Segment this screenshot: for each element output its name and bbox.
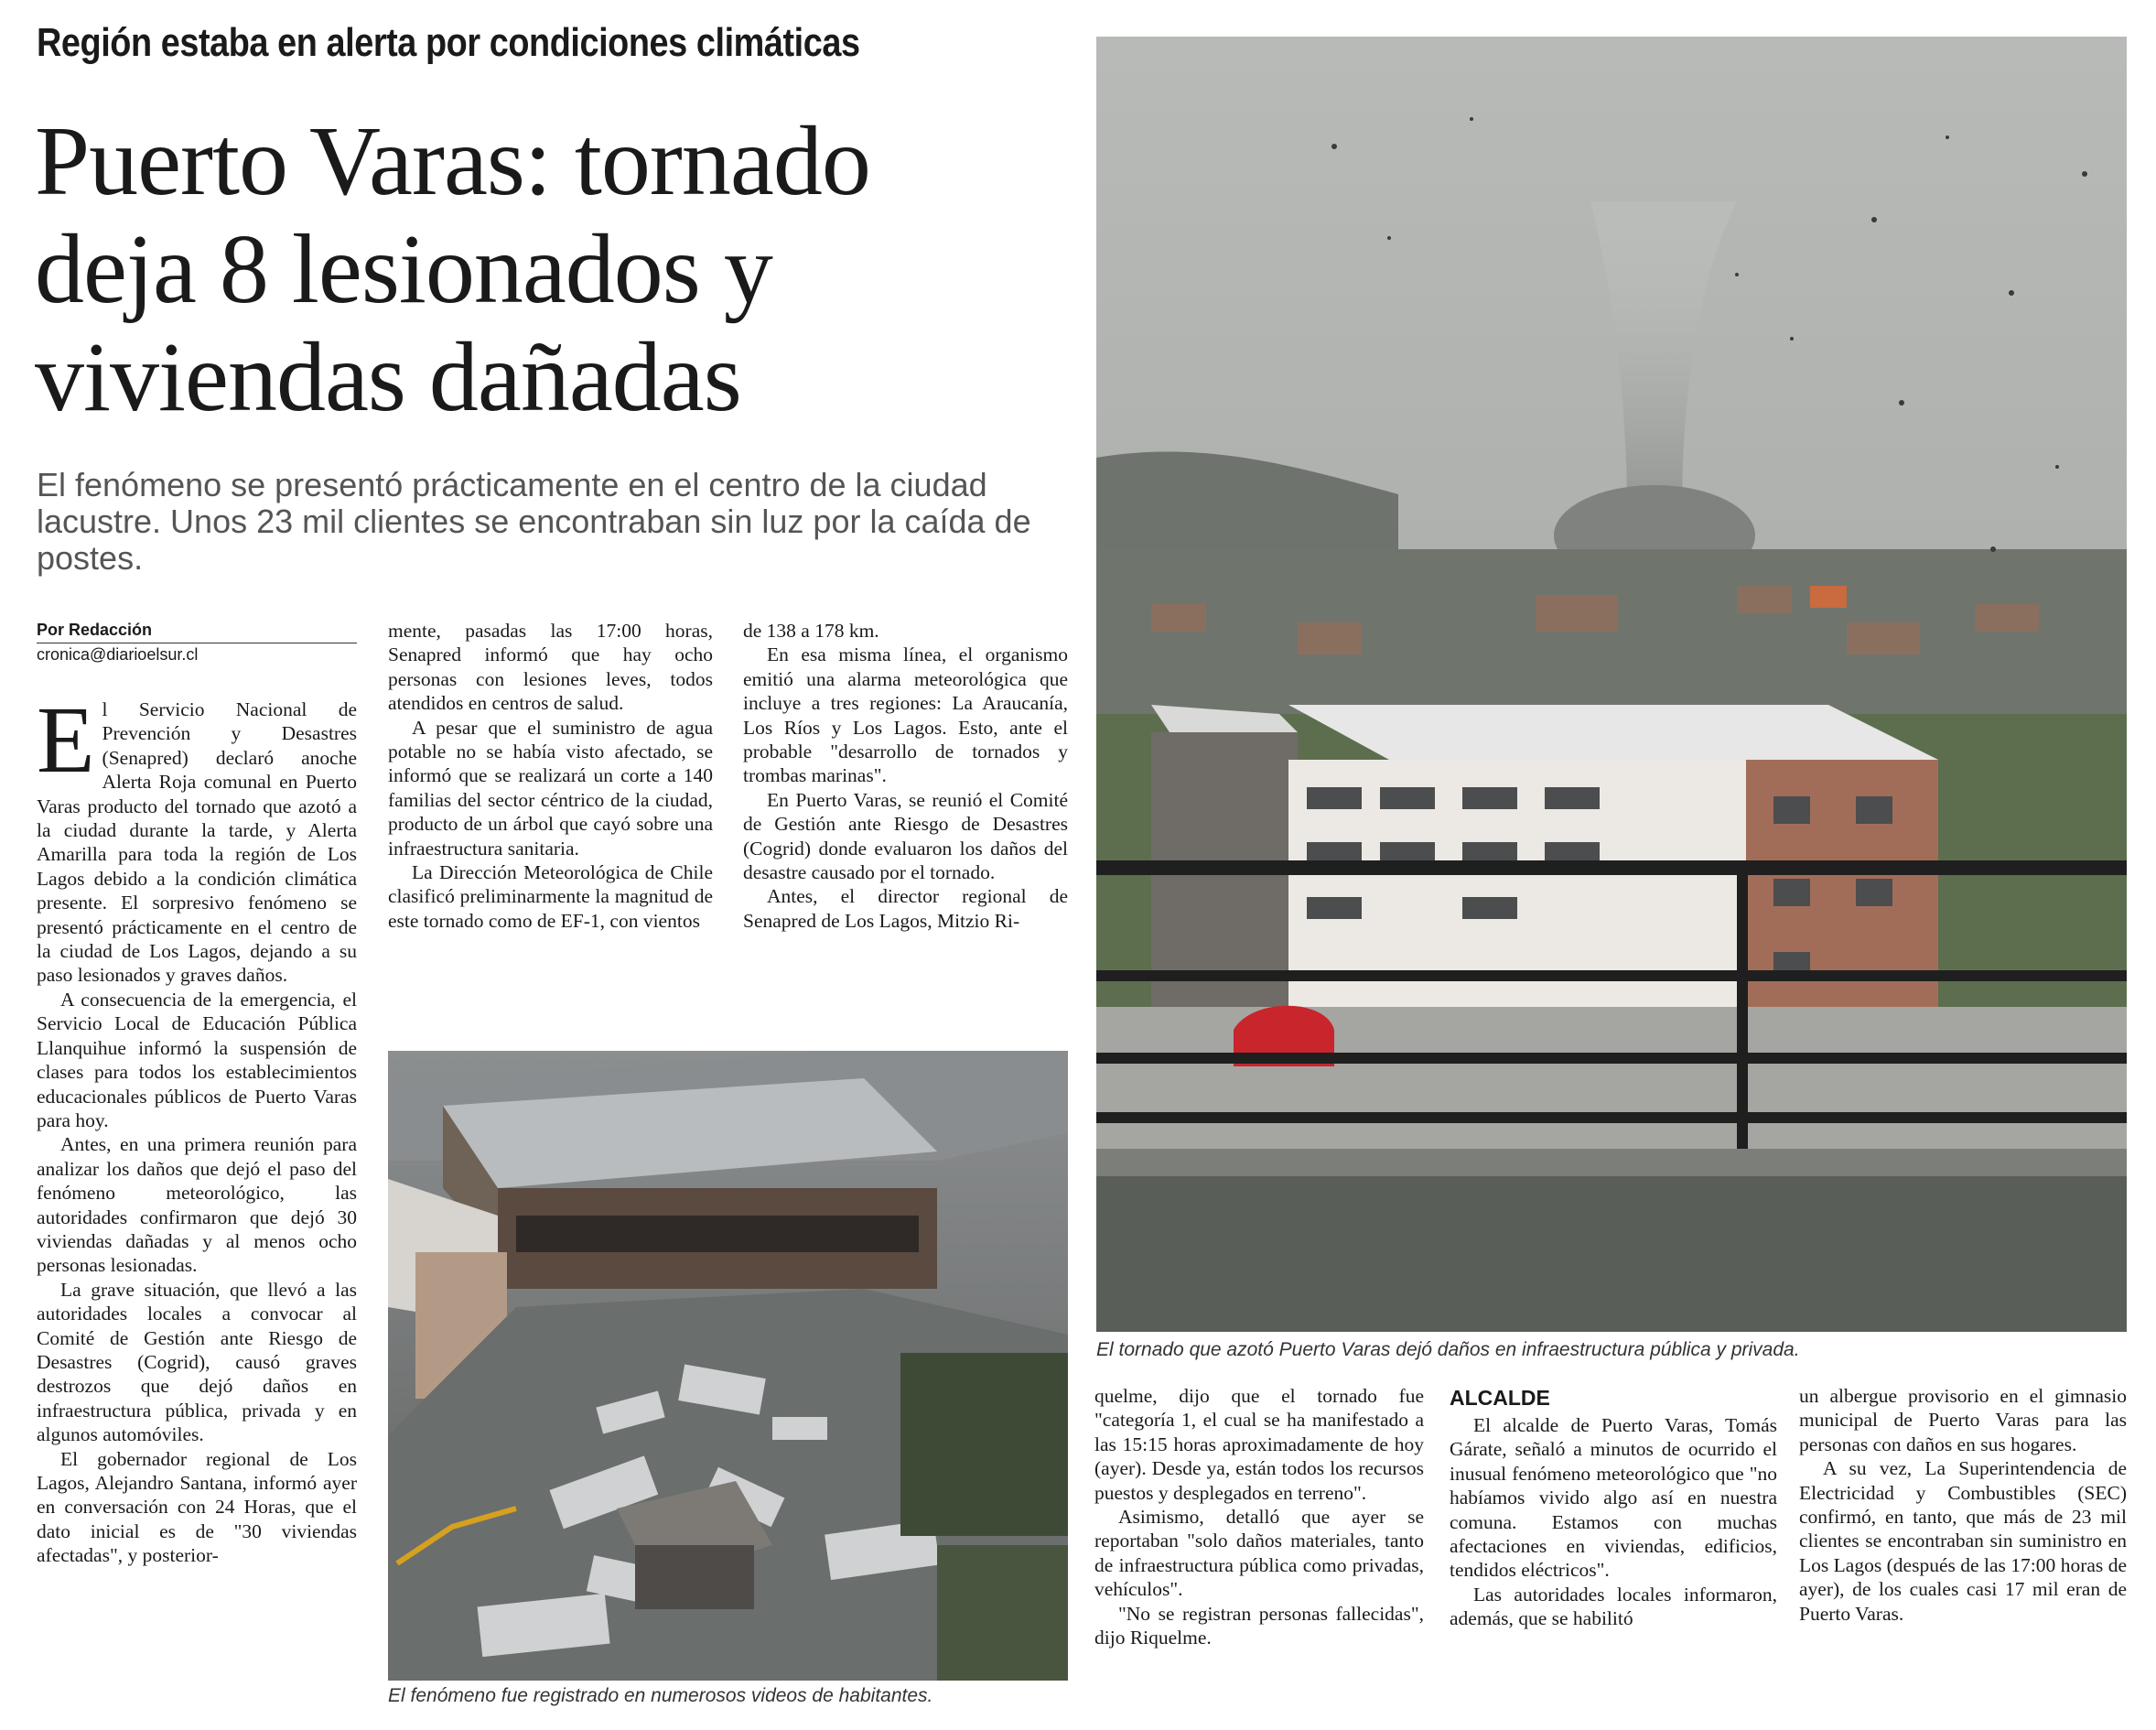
paragraph: La Dirección Meteorológica de Chile clasificó preliminarmente la magnitud de este tornado como de EF-1, con vientos [388, 861, 713, 932]
article-column-6 [1799, 1384, 2127, 1626]
aerial-damage-image [388, 1051, 1068, 1681]
paragraph: A pesar que el suministro de agua potable no se había visto afectado, se informó que se realizará un corte a 140 familias del sector céntrico de la ciudad, producto de un árbol que cayó sobre una infraestructura sanitaria. [388, 716, 713, 860]
paragraph: Asimismo, detalló que ayer se reportaban "solo daños materiales, tanto de infraestructura pública como privadas, vehículos". [1094, 1506, 1424, 1601]
kicker: Región estaba en alerta por condiciones climáticas [37, 20, 860, 65]
headline-line: viviendas dañadas [35, 323, 741, 432]
drop-cap: E [37, 687, 95, 793]
headline-line: deja 8 lesionados y [35, 215, 772, 324]
headline [35, 108, 1096, 432]
paragraph: La grave situación, que llevó a las autoridades locales a convocar al Comité de Gestión ante Riesgo de Desastres (Cogrid), causó graves destrozos que dejó daños en infraestructura pública, privada y en algunos automóviles. [37, 1278, 357, 1446]
section-subheading: ALCALDE [1450, 1386, 1550, 1410]
paragraph: El gobernador regional de Los Lagos, Alejandro Santana, informó ayer en conversación con 24 Horas, que el dato inicial es de "30 viviendas afectadas", y posterior- [37, 1447, 357, 1567]
paragraph: de 138 a 178 km. [743, 620, 879, 642]
aerial-photo-caption: El fenómeno fue registrado en numerosos videos de habitantes. [388, 1685, 933, 1706]
headline-line: Puerto Varas: tornado [35, 107, 870, 216]
paragraph: Antes, en una primera reunión para analizar los daños que dejó el paso del fenómeno meteorológico, las autoridades confirmaron que dejó 30 viviendas dañadas y al menos ocho personas lesionadas. [37, 1133, 357, 1277]
byline-email[interactable]: cronica@diarioelsur.cl [37, 645, 199, 664]
article-column-3 [743, 619, 1068, 933]
byline-author: Por Redacción [37, 619, 357, 643]
aerial-damage-photo [388, 1051, 1068, 1681]
paragraph: "No se registran personas fallecidas", dijo Riquelme. [1094, 1602, 1424, 1649]
paragraph: En Puerto Varas, se reunió el Comité de Gestión ante Riesgo de Desastres (Cogrid) donde evaluaron los daños del desastre causado por el tornado. [743, 788, 1068, 884]
paragraph: quelme, dijo que el tornado fue "categoría 1, el cual se ha manifestado a las 15:15 horas aproximadamente de hoy (ayer). Desde ya, están todos los recursos puestos y desplegados en terreno". [1094, 1385, 1424, 1504]
paragraph: mente, pasadas las 17:00 horas, Senapred informó que hay ocho personas con lesiones leves, todos atendidos en centros de salud. [388, 620, 713, 715]
byline [37, 619, 357, 665]
paragraph: El Servicio Nacional de Prevención y Desastres (Senapred) declaró anoche Alerta Roja comunal en Puerto Varas producto del tornado que azotó a la ciudad durante la tarde, y Alerta Amarilla para toda la región de Los Lagos debido a la condición climática presente. El sorpresivo fenómeno se presentó prácticamente en el centro de la ciudad de Los Lagos, dejando a su paso lesionados y graves daños. [37, 687, 357, 987]
article-column-5 [1450, 1384, 1777, 1631]
article-column-2 [388, 619, 713, 933]
paragraph: un albergue provisorio en el gimnasio municipal de Puerto Varas para las personas con daños en sus hogares. [1799, 1385, 2127, 1455]
article-column-4 [1094, 1384, 1424, 1649]
paragraph: El alcalde de Puerto Varas, Tomás Gárate, señaló a minutos de ocurrido el inusual fenómeno meteorológico que "no habíamos vivido algo así en nuestra comuna. Estamos con muchas afectaciones en viviendas, edificios, tendidos eléctricos". [1450, 1414, 1777, 1582]
paragraph: A su vez, La Superintendencia de Electricidad y Combustibles (SEC) confirmó, en tanto, que más de 23 mil clientes se encontraban sin suministro en Los Lagos (después de las 17:00 horas de ayer), de los cuales casi 17 mil eran de Puerto Varas. [1799, 1457, 2127, 1625]
tornado-photo-caption: El tornado que azotó Puerto Varas dejó daños en infraestructura pública y privada. [1096, 1339, 1800, 1360]
tornado-photo [1096, 37, 2127, 1332]
paragraph: En esa misma línea, el organismo emitió una alarma meteorológica que incluye a tres regiones: La Araucanía, Los Ríos y Los Lagos. Esto, ante el probable "desarrollo de tornados y trombas marinas". [743, 643, 1068, 787]
paragraph: Las autoridades locales informaron, además, que se habilitó [1450, 1583, 1777, 1630]
tornado-image [1096, 37, 2127, 1332]
deck: El fenómeno se presentó prácticamente en el centro de la ciudad lacustre. Unos 23 mil clientes se encontraban sin luz por la caída de postes. [37, 466, 1031, 577]
paragraph: Antes, el director regional de Senapred de Los Lagos, Mitzio Ri- [743, 885, 1068, 932]
article-column-1 [37, 687, 357, 1568]
paragraph: A consecuencia de la emergencia, el Servicio Local de Educación Pública Llanquihue informó la suspensión de clases para todos los establecimientos educacionales públicos de Puerto Varas para hoy. [37, 988, 357, 1131]
